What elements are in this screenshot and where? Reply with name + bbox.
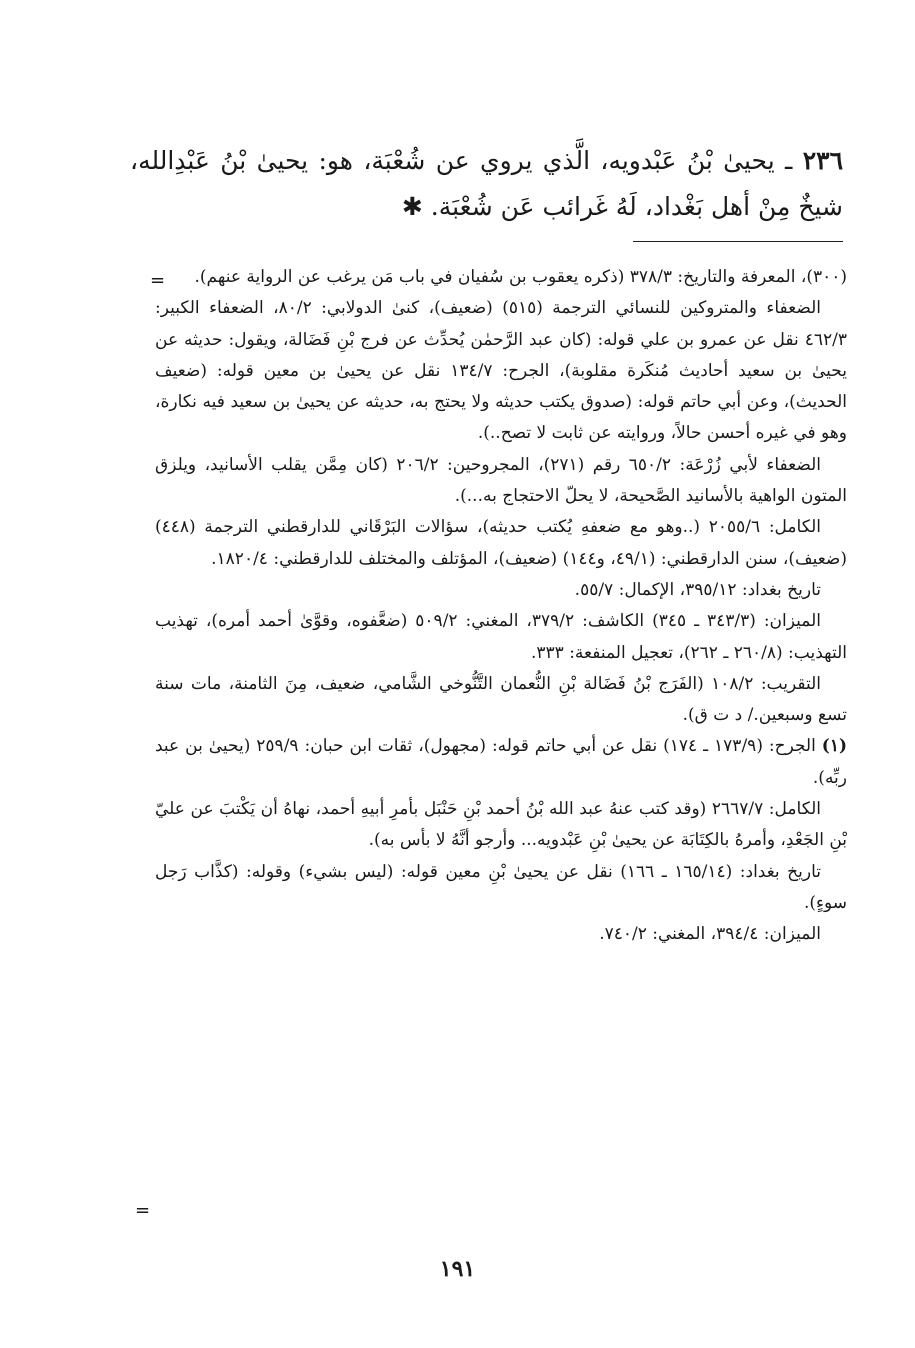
note-paragraph: الميزان: (٣٤٣/٣ ـ ٣٤٥) الكاشف: ٣٧٩/٢، المغني: ٥٠٩/٢ (ضعَّفوه، وقوَّىٰ أحمد أمره)، تهذيب التهذيب: (٢٦٠/٨ ـ ٢٦٢)، تعجيل المنفعة: ٣٣٣. xyxy=(155,611,847,663)
main-entry xyxy=(130,138,843,230)
note-paragraph: الضعفاء لأبي زُرْعَة: ٦٥٠/٢ رقم (٢٧١)، المجروحين: ٢٠٦/٢ (كان مِمَّن يقلب الأسانيد، ويلزق المتون الواهية بالأسانيد الصَّحيحة، لا يحلّ الاحتجاج به...). xyxy=(155,454,847,507)
note-paragraph: الضعفاء والمتروكين للنسائي الترجمة (٥١٥) (ضعيف)، كنىٰ الدولابي: ٨٠/٢، الضعفاء الكبير: ٤٦٢/٣ نقل عن عمرو بن علي قوله: (كان عبد الرَّحمٰن يُحدِّث عن فرج بْنِ فَضَالة، ويقول: حديثه عن يحيىٰ بن سعيد أحاديث مُنكَرة مقلوبة)، الجرح: ١٣٤/٧ نقل عن يحيىٰ بن معين قوله: (ضعيف الحديث)، وعن أبي حاتم قوله: (صدوق يكتب حديثه ولا يحتج به، حديثه عن يحيىٰ بن سعيد فيه نكارة، وهو في غيره أحسن حالاً، وروايته عن ثابت لا تصح..). xyxy=(155,298,847,444)
continuation-mark-top: = xyxy=(150,270,166,291)
footnote-number: (١) xyxy=(821,736,848,757)
entry-text: ـ يحيىٰ بْنُ عَبْدويه، الَّذي يروي عن شُعْبَة، هو: يحيىٰ بْنُ عَبْدِالله، شيخٌ مِنْ أهل بَغْداد، لَهُ غَرائب عَن شُعْبَة. ✱ xyxy=(130,146,843,221)
footnotes-section xyxy=(155,262,847,951)
footnote-paragraph: تاريخ بغداد: (١٦٥/١٤ ـ ١٦٦) نقل عن يحيىٰ بْنِ معين قوله: (ليس بشيء) وقوله: (كذَّاب رَجل سوءٍ). xyxy=(155,861,847,913)
footnote-divider xyxy=(633,241,843,242)
footnote-paragraph: الكامل: ٢٦٦٧/٧ (وقد كتب عنهُ عبد الله بْنُ أحمد بْنِ حَنْبَل بأمرِ أبيهِ أحمد، نهاهُ أن يَكْتبَ عن عليّ بْنِ الجَعْدِ، وأمرهُ بالكِتَابَة عن يحيىٰ بْنِ عَبْدويه... وأرجو أنَّهُ لا بأس به). xyxy=(155,799,847,851)
note-paragraph: تاريخ بغداد: ٣٩٥/١٢، الإكمال: ٥٥/٧. xyxy=(574,579,821,600)
footnote-1 xyxy=(155,731,847,794)
footnote-paragraph: الميزان: ٣٩٤/٤، المغني: ٧٤٠/٢. xyxy=(599,924,821,945)
footnote-text: الجرح: (١٧٣/٩ ـ ١٧٤) نقل عن أبي حاتم قوله: (مجهول)، ثقات ابن حبان: ٢٥٩/٩ (يحيىٰ بن عبد ربِّه). xyxy=(155,736,847,788)
page-number: ١٩١ xyxy=(439,1256,476,1282)
note-paragraph: (٣٠٠)، المعرفة والتاريخ: ٣٧٨/٣ (ذكره يعقوب بن سُفيان في باب مَن يرغب عن الرواية عنهم). xyxy=(194,267,847,287)
note-paragraph: التقريب: ١٠٨/٢ (الفَرَج بْنُ فَضَالة بْنِ النُّعمان التَّنُّوخي الشَّامي، ضعيف، مِنَ الثامنة، مات سنة تسع وسبعين./ د ت ق). xyxy=(155,673,847,726)
entry-number: ٢٣٦ xyxy=(802,146,844,175)
continuation-mark-bottom: = xyxy=(135,1200,151,1221)
note-paragraph: الكامل: ٢٠٥٥/٦ (..وهو مع ضعفهِ يُكتب حديثه)، سؤالات البَرْقَاني للدارقطني الترجمة (٤٤٨) (ضعيف)، سنن الدارقطني: (٤٩/١، و١٤٤) (ضعيف)، المؤتلف والمختلف للدارقطني: ١٨٢٠/٤. xyxy=(155,517,847,569)
